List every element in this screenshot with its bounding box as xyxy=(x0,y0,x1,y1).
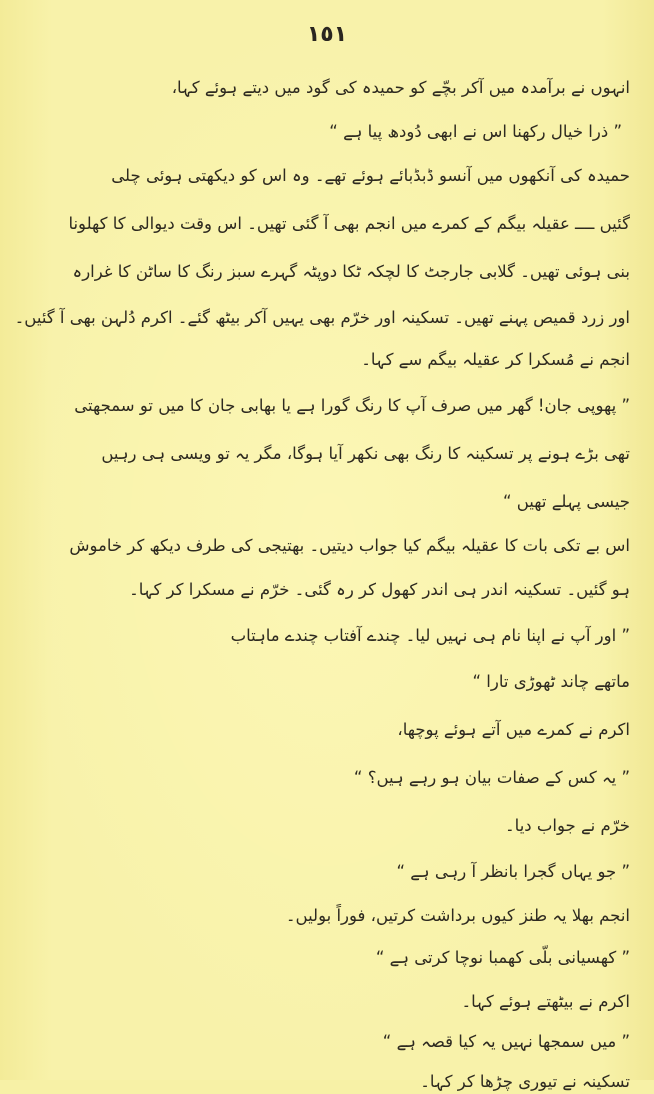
text-line: اور زرد قمیص پہنے تھیں۔ تسکینہ اور خرّم بھی یہیں آکر بیٹھ گئے۔ اکرم دُلہن بھی آ گئیں۔ xyxy=(14,308,630,327)
page-number: ١٥١ xyxy=(306,22,348,47)
text-line: اکرم نے کمرے میں آتے ہوئے پوچھا، xyxy=(397,720,630,739)
text-line: ” میں سمجھا نہیں یہ کیا قصہ ہے “ xyxy=(382,1032,630,1051)
text-line: ” پھوپی جان! گھر میں صرف آپ کا رنگ گورا ہے یا بھابی جان کا میں تو سمجھتی xyxy=(74,396,630,415)
text-line: خرّم نے جواب دیا۔ xyxy=(505,816,630,835)
text-line: حمیدہ کی آنکھوں میں آنسو ڈبڈبائے ہوئے تھے۔ وہ اس کو دیکھتی ہوئی چلی xyxy=(111,166,630,185)
text-line: ماتھے چاند ٹھوڑی تارا “ xyxy=(472,672,630,691)
text-line: ہو گئیں۔ تسکینہ اندر ہی اندر کھول کر رہ گئی۔ خرّم نے مسکرا کر کہا۔ xyxy=(129,580,630,599)
text-line: بنی ہوئی تھیں۔ گلابی جارجٹ کا لچکہ ٹکا دوپٹہ گہرے سبز رنگ کا ساٹن کا غرارہ xyxy=(72,262,630,281)
text-line: ” یہ کس کے صفات بیان ہو رہے ہیں؟ “ xyxy=(353,768,630,787)
text-line: انہوں نے برآمدہ میں آکر بچّے کو حمیدہ کی گود میں دیتے ہوئے کہا، xyxy=(171,78,630,97)
text-line: انجم بھلا یہ طنز کیوں برداشت کرتیں، فوراً بولیں۔ xyxy=(285,906,630,925)
text-line: گئیں ــــ عقیلہ بیگم کے کمرے میں انجم بھی آ گئی تھیں۔ اس وقت دیوالی کا کھلونا xyxy=(68,214,630,233)
text-line: انجم نے مُسکرا کر عقیلہ بیگم سے کہا۔ xyxy=(361,350,630,369)
text-line: تھی بڑے ہونے پر تسکینہ کا رنگ بھی نکھر آیا ہوگا، مگر یہ تو ویسی ہی رہیں xyxy=(101,444,630,463)
text-line: ” اور آپ نے اپنا نام ہی نہیں لیا۔ چندے آفتاب چندے ماہتاب xyxy=(230,626,630,645)
text-line: اس بے تکی بات کا عقیلہ بیگم کیا جواب دیتیں۔ بھتیجی کی طرف دیکھ کر خاموش xyxy=(69,536,630,555)
text-line: جیسی پہلے تھیں “ xyxy=(502,492,630,511)
urdu-text-block xyxy=(14,72,630,1091)
text-line: تسکینہ نے تیوری چڑھا کر کہا۔ xyxy=(420,1072,630,1091)
text-line: ” ذرا خیال رکھنا اس نے ابھی دُودھ پیا ہے “ xyxy=(329,122,622,141)
text-line: ” جو یہاں گجرا بانظر آ رہی ہے “ xyxy=(396,862,630,881)
text-line: اکرم نے بیٹھتے ہوئے کہا۔ xyxy=(461,992,630,1011)
text-line: ” کھسیانی بلّی کھمبا نوچا کرتی ہے “ xyxy=(375,948,630,967)
